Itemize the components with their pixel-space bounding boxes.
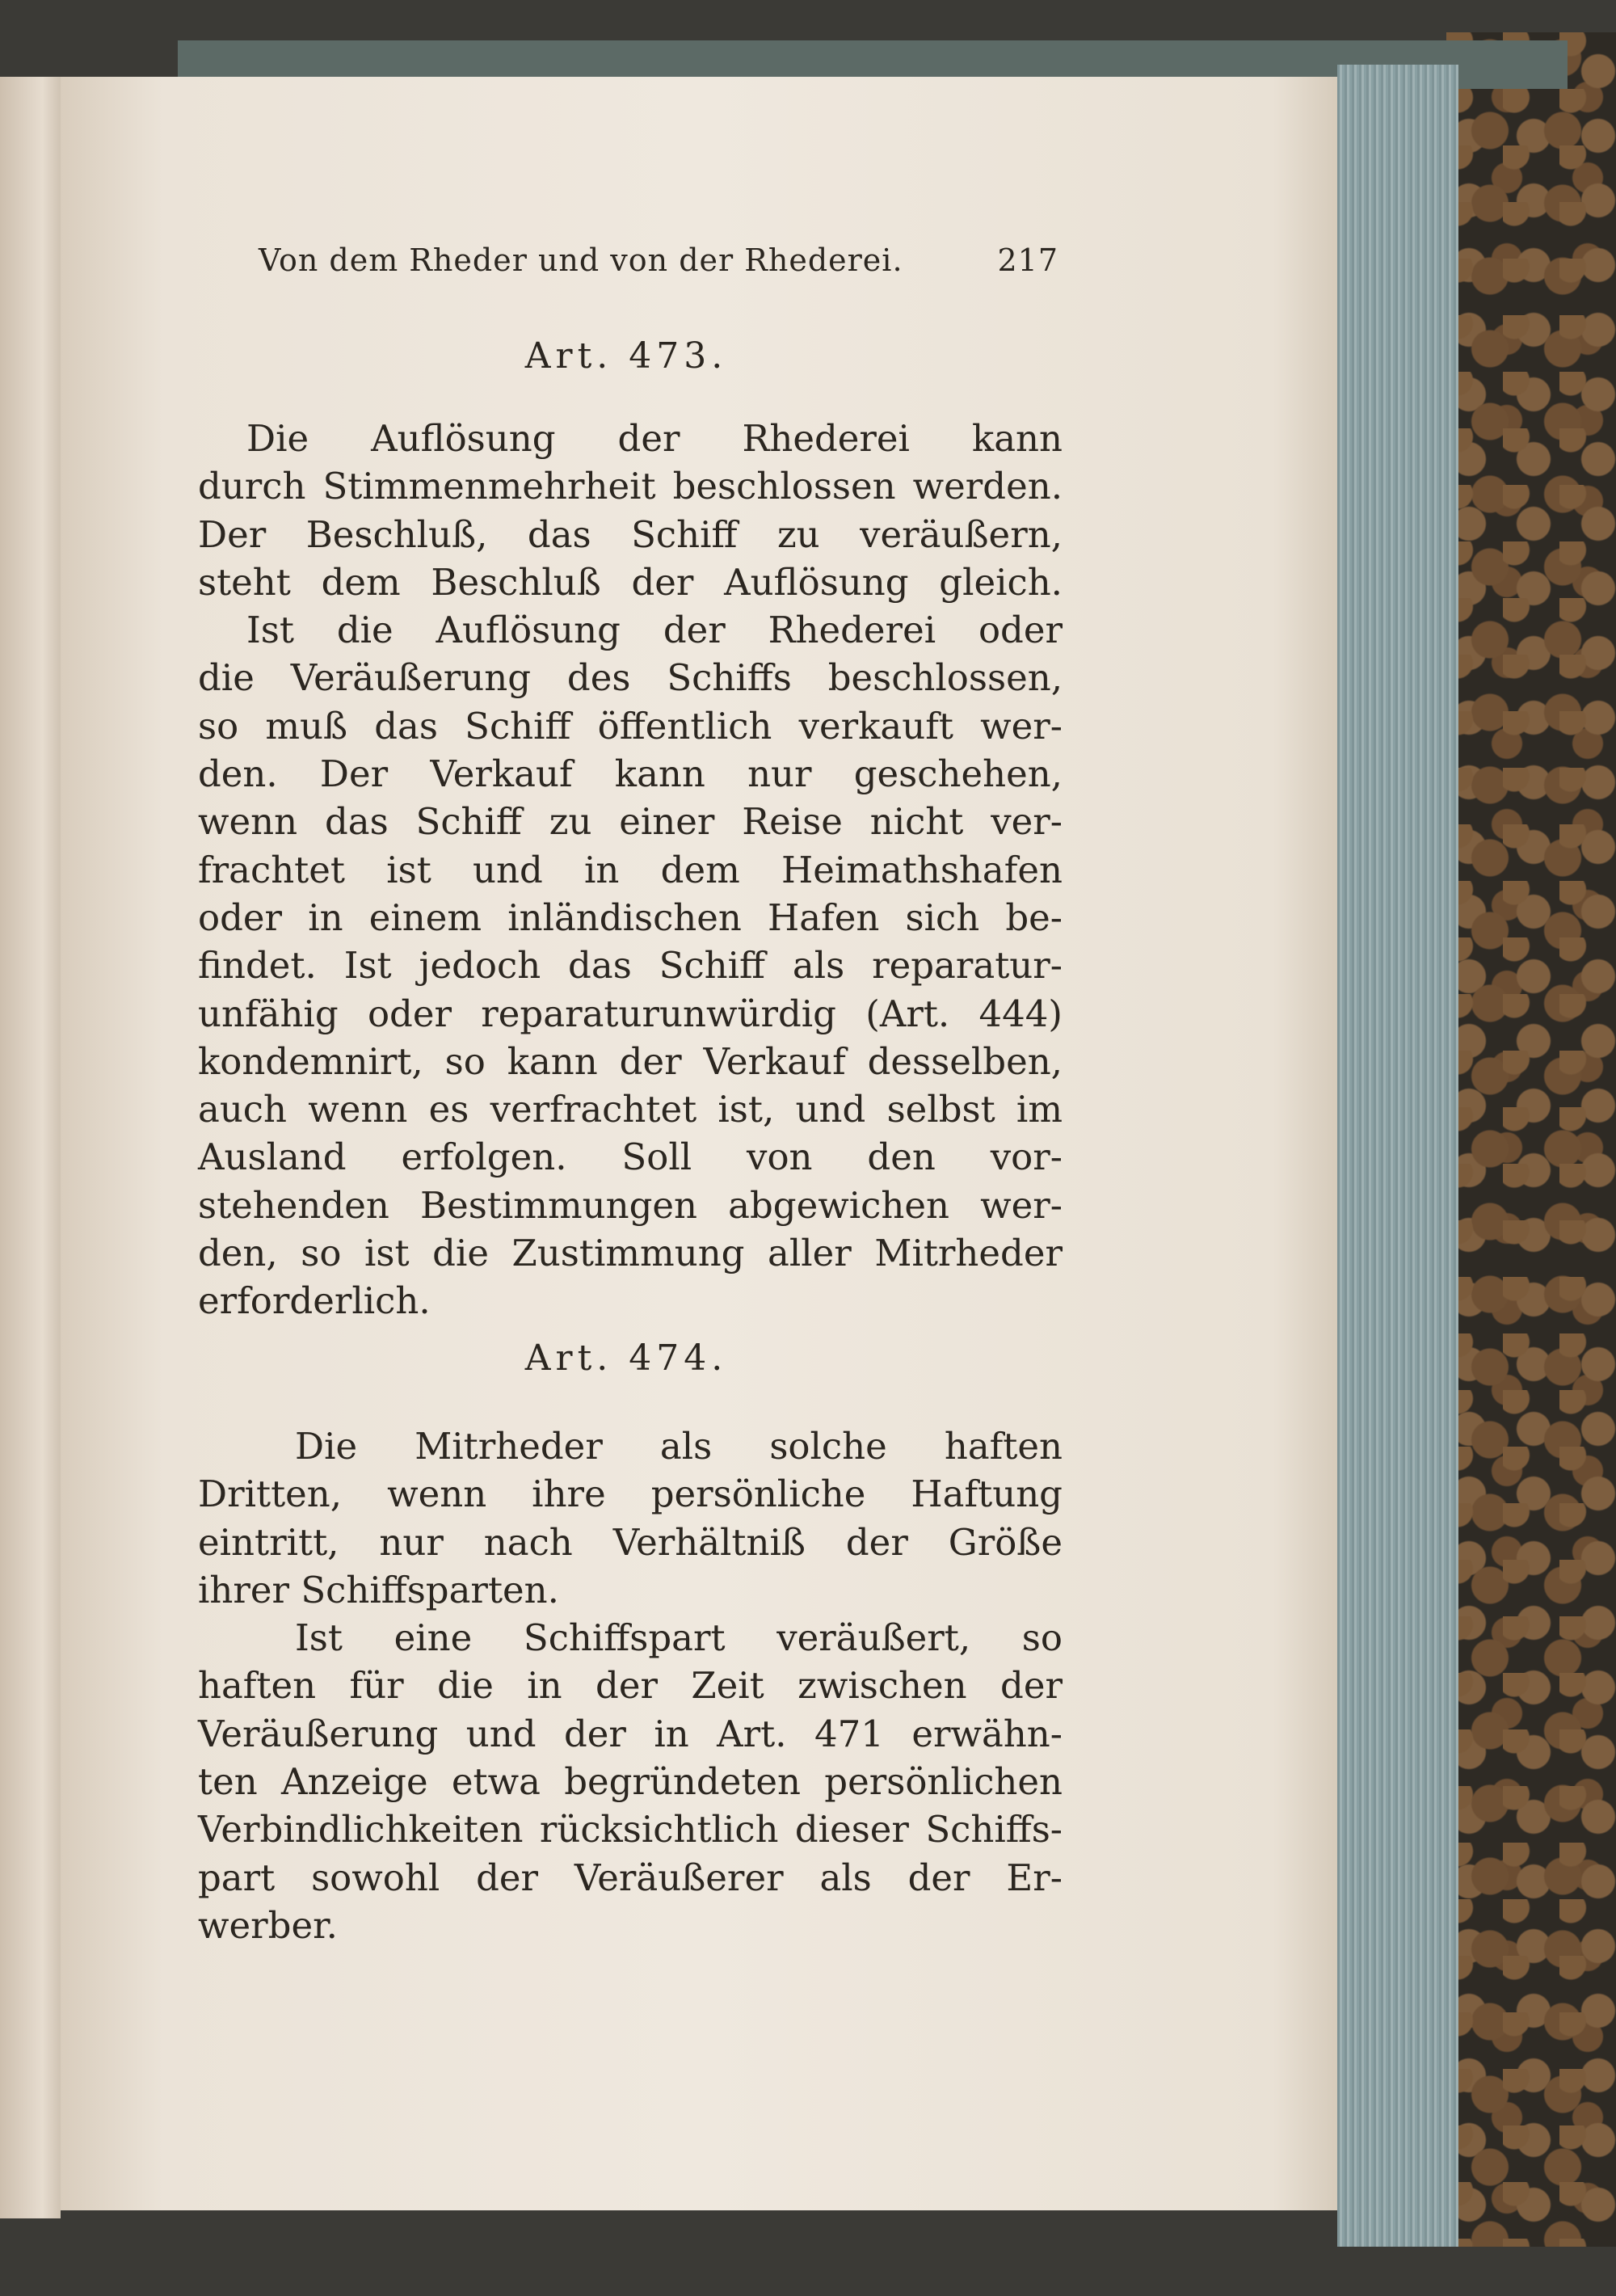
text-line: Verbindlichkeiten rücksichtlich dieser Schiffs- [198,1808,1063,1852]
text-line: haften für die in der Zeit zwischen der [198,1664,1063,1708]
text-line: Dritten, wenn ihre persönliche Haftung [198,1472,1063,1516]
running-title: Von dem Rheder und von der Rhederei. [259,242,903,278]
text-line: den, so ist die Zustimmung aller Mitrheder [198,1232,1063,1275]
text-line: durch Stimmenmehrheit beschlossen werden. [198,465,1063,508]
text-line: Der Beschluß, das Schiff zu veräußern, [198,512,1063,556]
running-header [259,242,1058,291]
text-line: Die Auflösung der Rhederei kann [246,417,1063,460]
text-line: oder in einem inländischen Hafen sich be- [198,895,1063,939]
text-line: werber. [198,1903,338,1947]
text-line: findet. Ist jedoch das Schiff als reparatur- [198,944,1063,988]
book-page [61,77,1337,2210]
text-line: eintritt, nur nach Verhältniß der Größe [198,1520,1063,1564]
text-line: kondemnirt, so kann der Verkauf desselben, [198,1039,1063,1083]
article-474-text [198,1422,1063,1949]
page-fore-edge [1337,65,1458,2247]
facing-page-edge [0,77,61,2218]
text-line: Ist eine Schiffspart veräußert, so [295,1616,1063,1660]
text-line: wenn das Schiff zu einer Reise nicht ver- [198,800,1063,844]
text-line: erforderlich. [198,1279,431,1323]
text-line: auch wenn es verfrachtet ist, und selbst im [198,1088,1063,1131]
text-line: so muß das Schiff öffentlich verkauft wer- [198,704,1063,748]
text-line: frachtet ist und in dem Heimathshafen [198,848,1063,891]
text-line: Ausland erfolgen. Soll von den vor- [198,1135,1063,1179]
text-line: ten Anzeige etwa begründeten persönlichen [198,1760,1063,1804]
text-line: die Veräußerung des Schiffs beschlossen, [198,656,1063,700]
page-number: 217 [997,242,1058,278]
text-line: steht dem Beschluß der Auflösung gleich. [198,560,1063,604]
text-line: Die Mitrheder als solche haften [295,1425,1063,1468]
text-line: part sowohl der Veräußerer als der Er- [198,1856,1063,1899]
text-line: den. Der Verkauf kann nur geschehen, [198,752,1063,796]
article-474-heading: Art. 474. [524,1338,728,1379]
text-line: stehenden Bestimmungen abgewichen wer- [198,1183,1063,1227]
text-line: ihrer Schiffsparten. [198,1568,559,1611]
text-line: Veräußerung und der in Art. 471 erwähn- [198,1712,1063,1755]
text-line: unfähig oder reparaturunwürdig (Art. 444) [198,992,1063,1035]
text-line: Ist die Auflösung der Rhederei oder [246,609,1063,652]
article-473-heading: Art. 473. [524,335,728,377]
article-473-text [198,415,1063,1325]
marbled-cover-board [1446,32,1616,2247]
